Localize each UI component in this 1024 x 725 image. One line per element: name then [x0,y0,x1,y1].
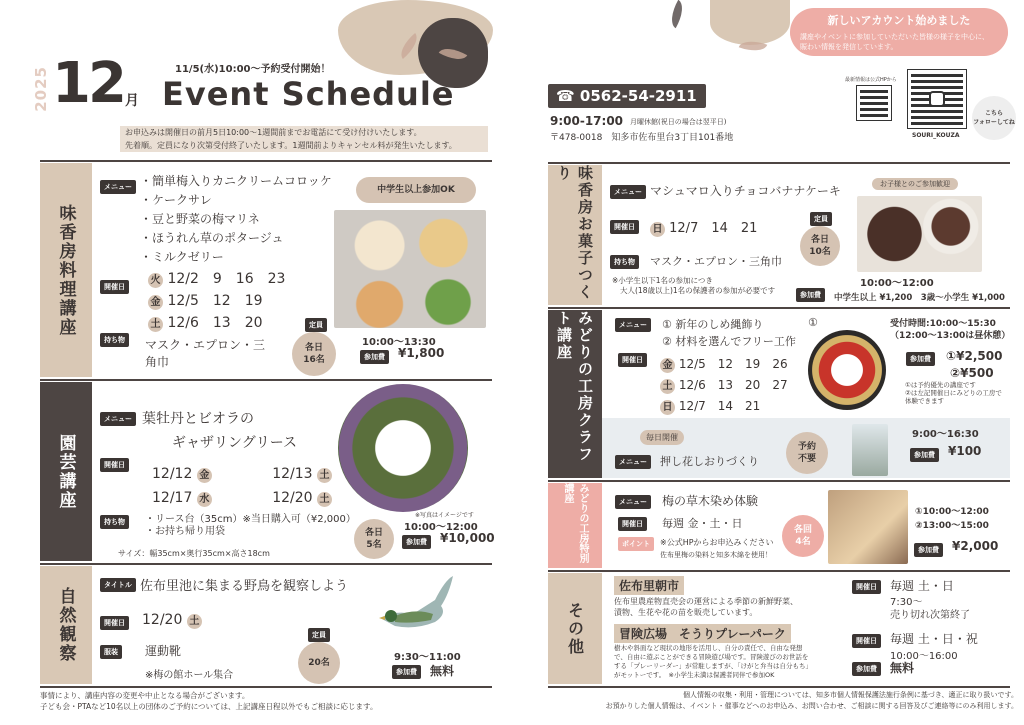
footer-notes [40,690,377,712]
point-line: 佐布里梅の染料と知多木綿を使用！ [660,551,772,559]
time: ②13:00～15:00 [915,521,989,531]
photo-number: ① [808,316,818,329]
menu-tag: メニュー [610,185,646,199]
fee: ¥10,000 [440,531,495,545]
year: 2025 [32,66,50,112]
menu-tag: メニュー [100,180,136,194]
garden-menu: ギャザリングリース [172,435,298,451]
date: 12/12 [152,466,193,482]
note-line: 大人(18歳以上)1名の保護者の参加が必要です [620,286,776,295]
market-time: 7:30～ [890,597,923,608]
hp-note: 最新情報は公式HPから [845,77,897,83]
date-list: 12/6 13 20 27 [678,378,788,392]
phone-text: 0562-54-2911 [579,87,697,105]
capacity-badge: 各日 16名 [292,332,336,376]
photo-note: ※写真はイメージです [415,512,474,519]
point-tag: ポイント [618,537,654,551]
category-other: その他 [548,573,602,684]
bookmark-photo [852,424,888,476]
weekday-badge: 土 [660,379,675,394]
note-line: ①は予約優先の講座です [905,381,976,389]
craft-menu [662,316,796,350]
date-tag: 開催日 [100,458,129,472]
cooking-dates [148,268,285,334]
divider [40,686,492,688]
market-end: 売り切れ次第終了 [890,610,970,621]
craft-time [890,318,1010,342]
reservation-start: 11/5(水)10:00～予約受付開始！ [175,64,331,75]
weekday-badge: 水 [197,492,212,507]
park-title: 冒険広場 そうりプレーパーク [614,624,791,643]
market-date: 毎週 土・日 [890,579,954,593]
notice-box [120,126,488,152]
nature-title: 佐布里池に集まる野鳥を観察しよう [140,579,349,594]
capacity-badge: 各回 4名 [782,515,824,557]
note-line: 体験できます [905,397,944,405]
fee-tag: 参加費 [852,662,881,676]
decor-blob [710,0,790,45]
date-tag: 開催日 [618,517,647,531]
phone-number: ☎ 0562-54-2911 [548,84,706,108]
menu-tag: メニュー [615,495,651,509]
sweets-menu: マシュマロ入りチョコバナナケーキ [650,184,841,198]
desc-line: 賑わい情報を発信しています。 [800,43,898,51]
time: 受付時間:10:00～15:30 [890,319,996,329]
craft-fees [946,348,1002,382]
park-time: 10:00～16:00 [890,651,958,662]
sweets-dates [650,217,757,237]
menu-tag: メニュー [100,412,136,426]
weekday-badge: 火 [148,273,163,288]
park-desc [614,644,812,680]
follow-badge: こちら フォローしてね [972,96,1016,140]
time: 9:00～16:30 [912,429,979,440]
date-list: 12/5 12 19 [167,293,263,309]
footer-line: 個人情報の収集・利用・管理については、知多市個人情報保護法施行条例に基づき、適正に取り扱いです。 [682,691,1018,699]
month-suffix: 月 [125,93,139,109]
wreath-photo [338,384,468,512]
address: 〒478-0018 知多市佐布里台3丁目101番地 [550,133,734,143]
footer-line: 事情により、講座内容の変更や中止となる場合がございます。 [40,691,250,700]
weekday-badge: 土 [317,492,332,507]
notice-line: お申込みは開催日の前月5日10:00～1週間前までお電話にて受け付けいたします。 [125,128,422,137]
garden-items [145,514,356,538]
sweets-items: マスク・エプロン・三角巾 [650,255,782,268]
kids-badge: お子様とのご参加歓迎 [872,178,958,190]
category-cooking: 味香房料理講座 [40,163,92,377]
garden-menu: 葉牡丹とビオラの [142,411,254,427]
fee-tag: 参加費 [360,350,389,364]
cooking-items: マスク・エプロン・三角巾 [145,338,266,369]
date-tag: 開催日 [100,616,129,630]
account-headline: 新しいアカウント始めました [827,14,971,27]
leaf-icon [665,0,688,28]
capacity-badge: 各日 5名 [354,519,394,559]
menu-item: ・簡単梅入りカニクリームコロッケ [140,174,332,188]
divider [548,307,1010,309]
desc-line: 漬物、生花や花の苗を販売しています。 [614,608,758,617]
desc-line: する「プレーリーダー」が常駐しますが、「けがと弁当は自分もち」 [614,662,812,670]
month: 12 [52,51,124,116]
fee: ②¥500 [950,366,994,380]
dye-times [915,505,989,533]
weekday-badge: 土 [187,614,202,629]
footer-line: お預かりした個人情報は、イベント・催事などへのお申込み、お問い合わせ、ご相談に関する回答及びご連絡等にのみ利用します。 [605,702,1018,710]
note-line: ②は左記開催日にみどりの工房で [905,389,1002,397]
fee: ①¥2,500 [946,349,1003,363]
date-tag: 開催日 [618,353,647,367]
items-tag: 持ち物 [100,333,129,347]
desc-line: 佐布里農産物直売会の運営による季節の新鮮野菜、 [614,597,798,606]
shimenawa-photo [808,330,886,410]
item: ・お持ち帰り用袋 [145,526,225,537]
qr-code-hp[interactable] [857,86,891,120]
date: 12/20 [272,490,313,506]
desc-line: 講座やイベントに参加していただいた皆様の様子を中心に、 [800,33,989,41]
clothes-tag: 服装 [100,645,122,659]
fee-tag: 参加費 [906,352,935,366]
everyday-badge: 毎日開催 [640,430,684,445]
fee-tag: 参加費 [910,448,939,462]
market-desc [614,596,798,618]
weekday-badge: 土 [148,317,163,332]
weekday-badge: 日 [660,400,675,415]
weekday-badge: 日 [650,222,665,237]
weekday-badge: 土 [317,468,332,483]
fee: 無料 [430,664,455,678]
date-list: 12/5 12 19 26 [678,357,788,371]
date-list: 12/7 14 21 [669,221,758,236]
fee-tag: 参加費 [392,665,421,679]
category-sweets: 味香房お菓子つくり [548,165,602,305]
sweets-note [612,276,775,296]
time-note: （12:00～13:00は昼休憩） [890,331,1011,341]
time: 10:00～13:30 [362,337,436,348]
capacity-tag: 定員 [305,318,327,332]
nature-date [142,612,202,629]
capacity-badge: 各日 10名 [800,226,840,266]
hours: 9:00-17:00 [550,114,624,128]
fee: ¥1,800 [398,346,445,360]
divider [548,480,1010,482]
category-garden: 園芸講座 [40,382,92,561]
page-title: Event Schedule [162,75,455,113]
date-list: 12/7 14 21 [678,399,761,413]
footer-line: 子ども会・PTAなど10名以上の団体のご予約については、上記講座日程以外でもご相談に応じます。 [40,702,378,711]
desc-line: で、自由に遊ぶことができる冒険遊び場です。冒険遊びのお世話を [614,653,809,661]
date: 12/20 [142,612,183,628]
dye-point [660,537,774,561]
clothes: 運動靴 [145,644,182,658]
closed-days: 月曜休館(祝日の場合は翌平日) [630,118,727,126]
footer-privacy [548,690,1018,712]
duck-illustration [375,570,461,640]
food-photo [334,210,486,328]
items-tag: 持ち物 [100,515,129,529]
dye-photo [828,490,908,564]
date-tag: 開催日 [852,580,881,594]
cooking-menu [140,172,332,267]
notice-line: 先着順。定員になり次第受付終了いたします。1週間前よりキャンセル料が発生いたします。 [125,141,457,150]
menu-tag: メニュー [615,455,651,469]
age-badge: 中学生以上参加OK [356,177,476,203]
category-nature: 自然観察 [40,566,92,684]
fee: ¥2,000 [952,539,999,553]
category-dye: みどりの工房特別講座 [548,483,602,568]
fee: ¥100 [948,444,982,458]
date-tag: 開催日 [610,220,639,234]
item: ・リース台（35cm）※当日購入可（¥2,000） [145,514,356,525]
date-tag: 開催日 [100,280,129,294]
menu-item: ・豆と野菜の梅マリネ [140,212,260,226]
fee-tag: 参加費 [914,543,943,557]
account-desc [790,32,1008,52]
menu-item: ② 材料を選んでフリー工作 [662,335,796,348]
menu-item: ・ケークサレ [140,193,212,207]
weekday-badge: 金 [148,295,163,310]
point-line: ※公式HPからお申込みください [660,538,774,547]
instagram-icon [929,91,945,107]
category-craft: みどりの工房クラフト講座 [548,310,602,478]
fee: 無料 [890,661,915,675]
craft-dates [660,354,788,417]
divider [548,162,1010,164]
desc-line: がモットーです。 ※小学生未満は保護者同伴で参加OK [614,671,775,679]
title-tag: タイトル [100,578,136,592]
divider [548,686,1010,688]
capacity-tag: 定員 [810,212,832,226]
menu-item: ・ミルクゼリー [140,250,224,264]
date-tag: 開催日 [852,634,881,648]
capacity-tag: 定員 [308,628,330,642]
dye-date: 毎週 金・土・日 [662,517,743,530]
menu-item: ・ほうれん草のポタージュ [140,231,284,245]
size-note: サイズ：幅35cm×奥行35cm×高さ18cm [118,549,270,558]
park-date: 毎週 土・日・祝 [890,632,978,646]
items-tag: 持ち物 [610,255,639,269]
fee-tag: 参加費 [402,535,431,549]
desc-line: 樹木や斜面など現状の地形を活用し、自分の責任で、自由な発想 [614,644,803,652]
dye-menu: 梅の草木染め体験 [662,494,759,508]
divider [40,160,492,162]
time: ①10:00～12:00 [915,507,989,517]
time: 10:00～12:00 [860,278,934,289]
date: 12/17 [152,490,193,506]
craft-notes [905,381,1002,405]
daily-menu: 押し花しおりづくり [660,455,759,468]
date-list: 12/2 9 16 23 [167,271,286,287]
market-title: 佐布里朝市 [614,576,684,595]
menu-tag: メニュー [615,318,651,332]
reservation-badge: 予約 不要 [786,432,828,474]
garden-dates [152,462,332,510]
time: 9:30～11:00 [394,652,461,663]
meeting-note: ※梅の館ホール集合 [145,670,234,681]
menu-item: ① 新年のしめ縄飾り [662,318,764,331]
capacity-badge: 20名 [298,642,340,684]
time: 10:00～12:00 [404,522,478,533]
divider [40,379,492,381]
date-list: 12/6 13 20 [167,315,263,331]
divider [548,570,1010,572]
date: 12/13 [272,466,313,482]
instagram-handle: SOURI_KOUZA [912,132,960,139]
divider [40,563,492,565]
fee: 中学生以上 ¥1,200 3歳～小学生 ¥1,000 [834,293,1005,303]
cake-photo [857,196,982,272]
weekday-badge: 金 [660,358,675,373]
weekday-badge: 金 [197,468,212,483]
note-line: ※小学生以下1名の参加につき [612,276,713,285]
fee-tag: 参加費 [796,288,825,302]
